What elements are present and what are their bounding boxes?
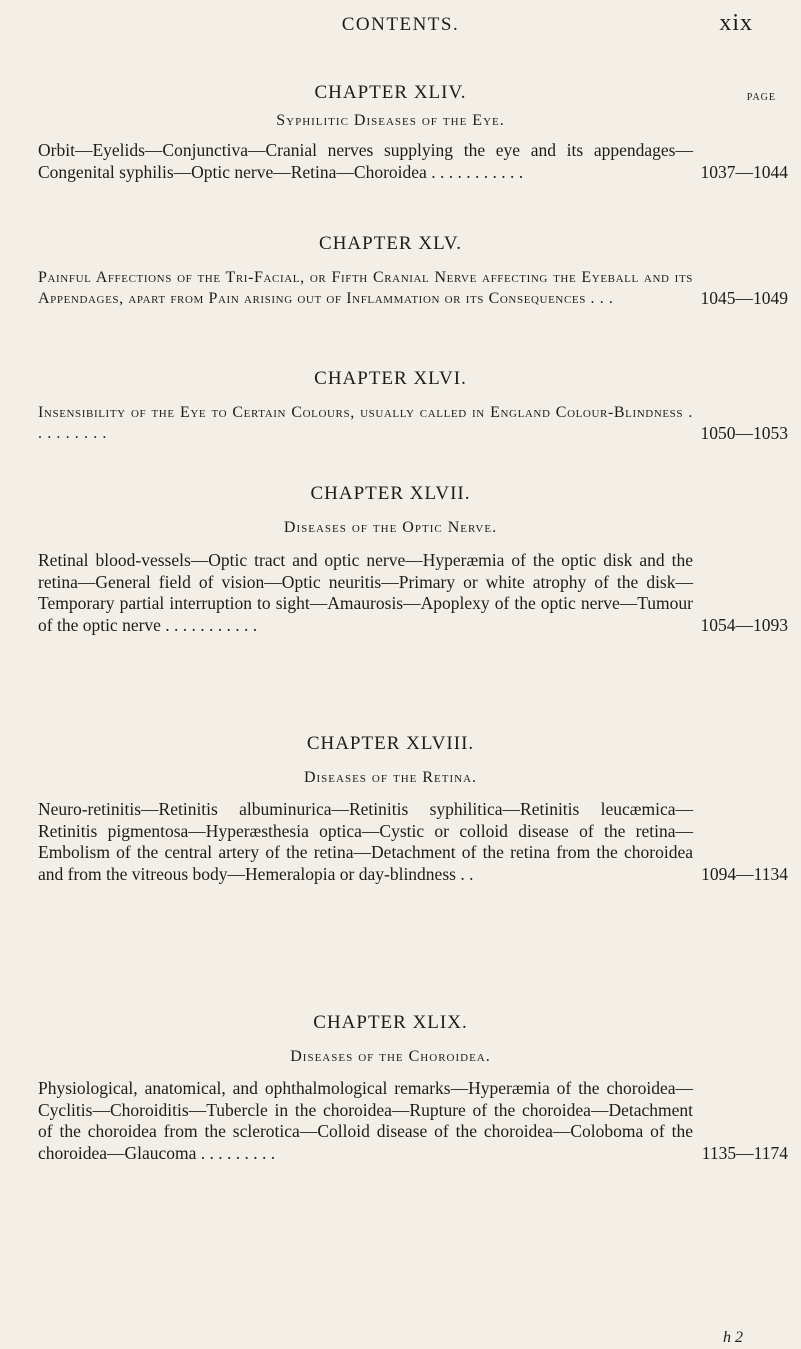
- chapter-body: [38, 550, 788, 636]
- chapter-entry: [38, 368, 788, 444]
- chapter-description: Neuro-retinitis—Retinitis albuminurica—Retinitis syphilitica—Retinitis leucæmica—Retinitis pigmentosa—Hyperæsthesia optica—Cystic or colloid disease of the retina—Embolism of the central artery of the retina—Detachment of the retina from the choroidea and from the vitreous body—Hemeralopia or day-blindness . .: [38, 799, 693, 884]
- chapter-heading: CHAPTER XLVI.: [314, 368, 467, 389]
- chapter-heading: CHAPTER XLIX.: [313, 1012, 468, 1033]
- chapter-body: [38, 1078, 788, 1164]
- chapter-description: Orbit—Eyelids—Conjunctiva—Cranial nerves supplying the eye and its appendages—Congenital syphilis—Optic nerve—Retina—Choroidea . . . . . . . . . . .: [38, 140, 693, 182]
- chapter-description: Retinal blood-vessels—Optic tract and optic nerve—Hyperæmia of the optic disk and the retina—General field of vision—Optic neuritis—Primary or white atrophy of the disk—Temporary partial interruption to sight—Amaurosis—Apoplexy of the optic nerve—Tumour of the optic nerve . . . . . . . . . . .: [38, 550, 693, 635]
- chapter-subject: Syphilitic Diseases of the Eye.: [276, 112, 505, 129]
- chapter-subject: Diseases of the Choroidea.: [290, 1048, 491, 1065]
- chapter-heading: CHAPTER XLVII.: [310, 483, 471, 504]
- chapter-body: [38, 267, 788, 309]
- chapter-subject: Diseases of the Optic Nerve.: [283, 519, 498, 536]
- running-head-page-number: xix: [719, 10, 753, 36]
- chapter-entry: [38, 733, 788, 885]
- running-head: [0, 10, 801, 44]
- chapter-entry: [38, 233, 788, 309]
- chapter-entry: [38, 483, 788, 636]
- chapter-page-range: 1094—1134: [701, 863, 788, 884]
- chapter-entry: [38, 82, 788, 183]
- signature-mark: h 2: [723, 1329, 743, 1346]
- chapter-page-range: 1037—1044: [700, 161, 788, 182]
- chapter-body: [38, 140, 788, 183]
- chapter-description: Painful Affections of the Tri-Facial, or Fifth Cranial Nerve affecting the Eyeball and its Appendages, apart from Pain arising out of Inflammation or its Consequences . . .: [38, 269, 693, 307]
- chapter-body: [38, 402, 788, 444]
- chapter-heading: CHAPTER XLV.: [319, 233, 462, 254]
- chapter-body: [38, 799, 788, 885]
- chapter-heading: CHAPTER XLVIII.: [306, 733, 475, 754]
- chapter-description: Physiological, anatomical, and ophthalmological remarks—Hyperæmia of the choroidea—Cyclitis—Choroiditis—Tubercle in the choroidea—Rupture of the choroidea—Detachment of the choroidea from the sclerotica—Colloid disease of the choroidea—Coloboma of the choroidea—Glaucoma . . . . . . . . .: [38, 1078, 693, 1163]
- chapter-entry: [38, 1012, 788, 1164]
- chapter-page-range: 1135—1174: [701, 1142, 788, 1163]
- chapter-heading: CHAPTER XLIV.: [314, 82, 467, 103]
- chapter-description: Insensibility of the Eye to Certain Colours, usually called in England Colour-Blindness . . . . . . . . .: [38, 404, 693, 442]
- chapter-page-range: 1050—1053: [700, 422, 788, 443]
- chapter-subject: Diseases of the Retina.: [303, 769, 478, 786]
- running-head-title: CONTENTS.: [341, 14, 460, 35]
- page-column-label: PAGE: [746, 92, 776, 103]
- chapter-page-range: 1045—1049: [700, 287, 788, 308]
- chapter-page-range: 1054—1093: [700, 614, 788, 635]
